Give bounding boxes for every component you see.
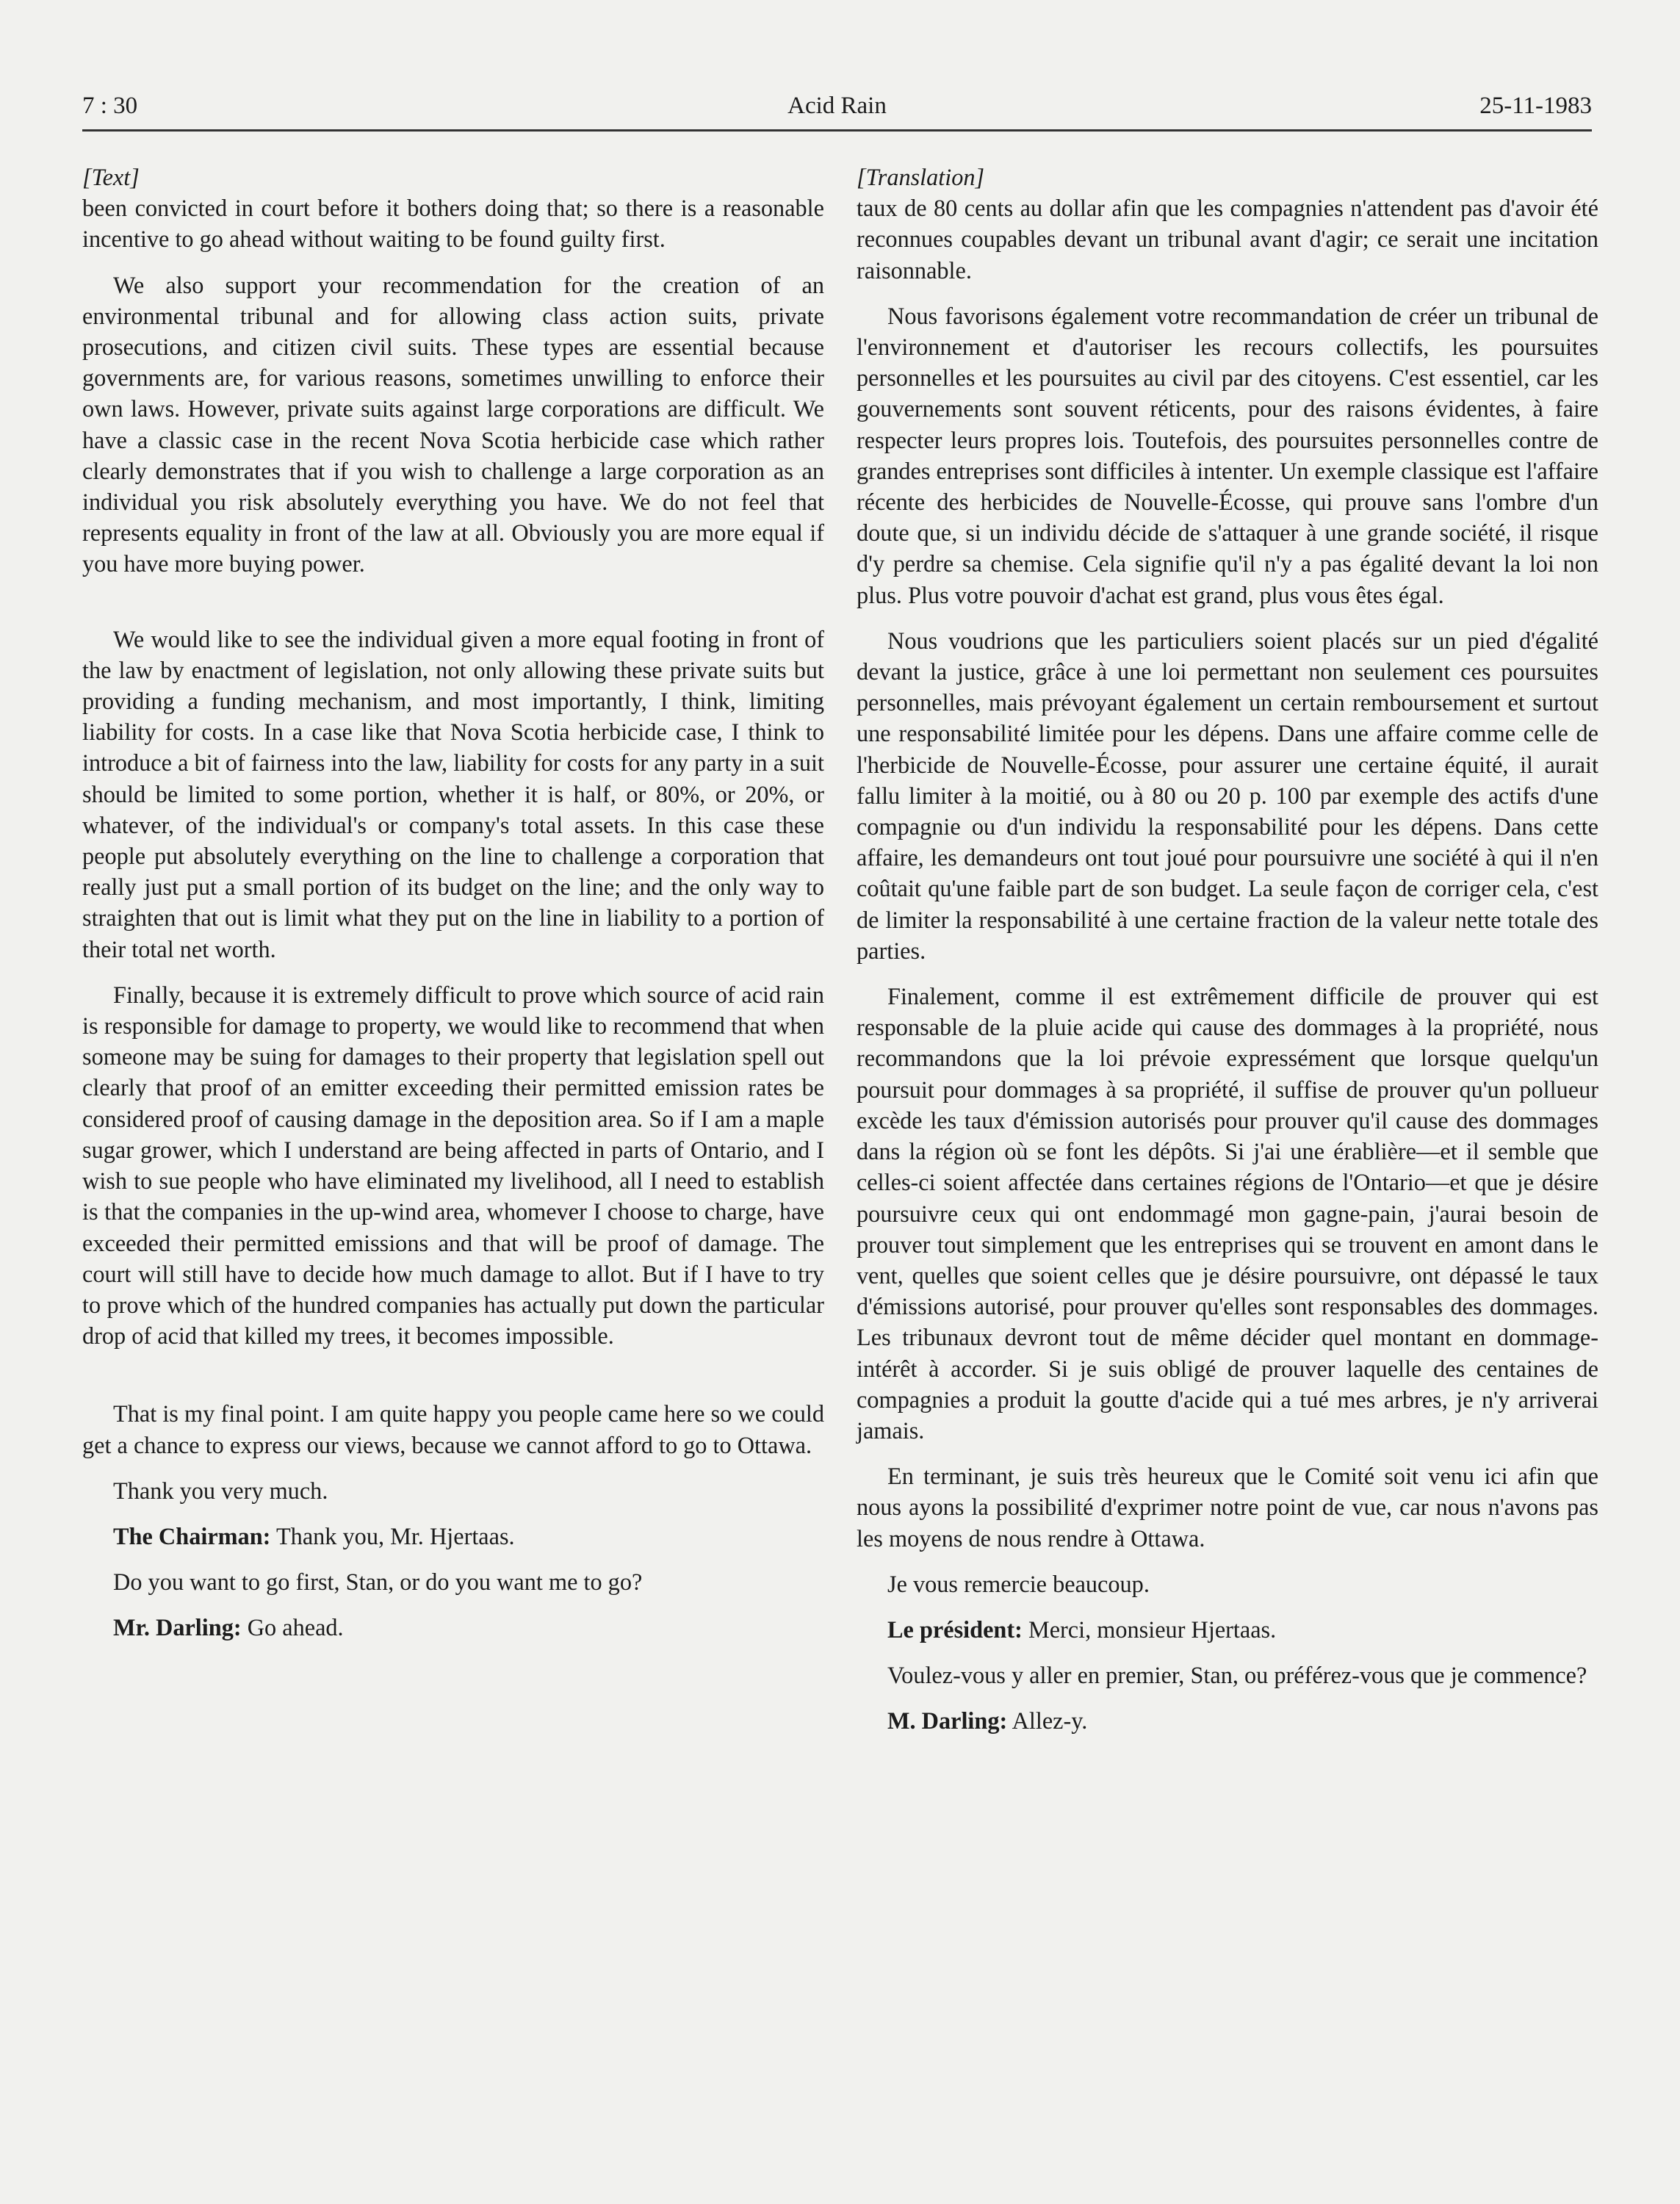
darling-line bbox=[857, 1705, 1598, 1736]
paragraph: Je vous remercie beaucoup. bbox=[887, 1570, 1150, 1597]
paragraph: We would like to see the individual given a more equal footing in front of the law by enactment of legislation, not only allowing these private suits but providing a funding mechanism, and most importantly, I think, limiting liability for costs. In a case like that Nova Scotia herbicide case, I think to introduce a bit of fairness into the law, liability for costs for any party in a suit should be limited to some portion, whether it is half, or 80%, or 20%, or whatever, of the individual's or company's total assets. In this case these people put absolutely everything on the line to challenge a corporation that really just put a small portion of its budget on the line; and the only way to straighten that out is limit what they put on the line in liability to a portion of their total net worth. bbox=[82, 625, 824, 962]
page-number: 7 : 30 bbox=[82, 93, 138, 119]
speaker-name: Le président: bbox=[887, 1616, 1023, 1643]
column-label-text: [Text] bbox=[82, 164, 140, 190]
column-label-text: [Translation] bbox=[857, 164, 985, 190]
speaker-name: The Chairman: bbox=[113, 1522, 271, 1549]
paragraph: Do you want to go first, Stan, or do you want me to go? bbox=[113, 1569, 643, 1596]
paragraph: En terminant, je suis très heureux que le Comité soit venu ici afin que nous ayons la possibilité d'exprimer notre point de vue, car nous n'avons pas les moyens de nous rendre à Ottawa. bbox=[857, 1463, 1598, 1552]
speech-text: Thank you, Mr. Hjertaas. bbox=[275, 1522, 515, 1549]
paragraph: Nous favorisons également votre recommandation de créer un tribunal de l'environnement et d'autoriser les recours collectifs, les poursuites personnelles et les poursuites au civil par des citoyens. C'est essentiel, car les gouvernements sont souvent réticents, pour des raisons évidentes, à faire respecter leurs propres lois. Toutefois, des poursuites personnelles contre de grandes entreprises sont difficiles à intenter. Un exemple classique est l'affaire récente des herbicides de Nouvelle-Écosse, qui prouve sans l'ombre d'un doute que, si un individu décide de s'attaquer à une grande société, il risque d'y perdre sa chemise. Cela signifie qu'il n'y a pas égalité devant la loi non plus. Plus votre pouvoir d'achat est grand, plus vous êtes égal. bbox=[857, 302, 1598, 608]
page-header bbox=[82, 87, 1592, 132]
paragraph: Finalement, comme il est extrêmement difficile de prouver qui est responsable de la pluie acide qui cause des dommages à la propriété, nous recommandons que la loi prévoie expressément que lorsque quelqu'un poursuit pour dommages à sa propriété, il suffise de prouver qu'un pollueur excède les taux d'émission autorisés pour prouver qu'il cause des dommages dans la région où se font les dépôts. Si j'ai une érablière—et il semble que celles-ci soient affectée dans certaines régions de l'Ontario—et que je désire poursuivre ceux qui ont endommagé mon gagne-pain, j'aurai besoin de prouver tout simplement que les entreprises qui se trouvent en amont dans le vent, quelles que soient celles que je désire poursuivre, ont dépassé le taux d'émissions autorisé, pour prouver qu'elles sont responsables des dommages. Les tribunaux devront tout de même décider quel montant en dommage-intérêt à accorder. Si je suis obligé de prouver laquelle des centaines de compagnies a produit la goutte d'acide qui a tué mes arbres, je n'y arriverai jamais. bbox=[857, 983, 1598, 1444]
paragraph: Voulez-vous y aller en premier, Stan, ou préférez-vous que je commence? bbox=[887, 1662, 1587, 1689]
darling-line bbox=[82, 1612, 824, 1643]
speaker-name: Mr. Darling: bbox=[113, 1614, 242, 1641]
chairman-line bbox=[82, 1521, 824, 1552]
chairman-line bbox=[857, 1614, 1598, 1645]
paragraph: been convicted in court before it bothers doing that; so there is a reasonable incentive to go ahead without waiting to be found guilty first. bbox=[82, 195, 824, 253]
document-date: 25-11-1983 bbox=[1479, 93, 1592, 119]
paragraph: Finally, because it is extremely difficult to prove which source of acid rain is responsible for damage to property, we would like to recommend that when someone may be suing for damages to their property that legislation spell out clearly that proof of an emitter exceeding their permitted emission rates be considered proof of causing damage in the deposition area. So if I am a maple sugar grower, which I understand are being affected in parts of Ontario, and I wish to sue people who have eliminated my livelihood, all I need to establish is that the companies in the up-wind area, whomever I choose to charge, have exceeded their permitted emissions and that will be proof of damage. The court will still have to decide how much damage to allot. But if I have to try to prove which of the hundred companies has actually put down the particular drop of acid that killed my trees, it becomes impossible. bbox=[82, 981, 824, 1350]
paragraph: We also support your recommendation for the creation of an environmental tribunal and for allowing class action suits, private prosecutions, and citizen civil suits. These types are essential because governments are, for various reasons, sometimes unwilling to enforce their own laws. However, private suits against large corporations are difficult. We have a classic case in the recent Nova Scotia herbicide case which rather clearly demonstrates that if you wish to challenge a large corporation as an individual you risk absolutely everything you have. We do not feel that represents equality in front of the law at all. Obviously you are more equal if you have more buying power. bbox=[82, 271, 824, 577]
english-column bbox=[82, 162, 824, 1643]
speech-text: Merci, monsieur Hjertaas. bbox=[1028, 1616, 1277, 1643]
paragraph: That is my final point. I am quite happy you people came here so we could get a chance to express our views, because we cannot afford to go to Ottawa. bbox=[82, 1400, 824, 1458]
paragraph: Nous voudrions que les particuliers soient placés sur un pied d'égalité devant la justice, grâce à une loi permettant non seulement ces poursuites personnelles, mais prévoyant également un certain remboursement et surtout une responsabilité limitée pour les dépens. Dans une affaire comme celle de l'herbicide de Nouvelle-Écosse, pour assurer une certaine équité, il aurait fallu limiter à la moitié, ou à 80 ou 20 p. 100 par exemple des actifs d'une compagnie ou d'un individu la responsabilité pour les dépens. Dans cette affaire, les demandeurs ont tout joué pour poursuivre une société à qui il n'en coûtait qu'une faible part de son budget. La seule façon de corriger cela, c'est de limiter la responsabilité à une certaine fraction de la valeur nette totale des parties. bbox=[857, 627, 1598, 964]
paragraph: taux de 80 cents au dollar afin que les compagnies n'attendent pas d'avoir été reconnues coupables devant un tribunal avant d'agir; ce serait une incitation raisonnable. bbox=[857, 195, 1598, 284]
paragraph: Thank you very much. bbox=[113, 1477, 328, 1504]
document-title: Acid Rain bbox=[787, 93, 887, 119]
french-column bbox=[857, 162, 1598, 1737]
speech-text: Go ahead. bbox=[247, 1614, 344, 1641]
speech-text: Allez-y. bbox=[1012, 1707, 1088, 1735]
speaker-name: M. Darling: bbox=[887, 1707, 1008, 1735]
